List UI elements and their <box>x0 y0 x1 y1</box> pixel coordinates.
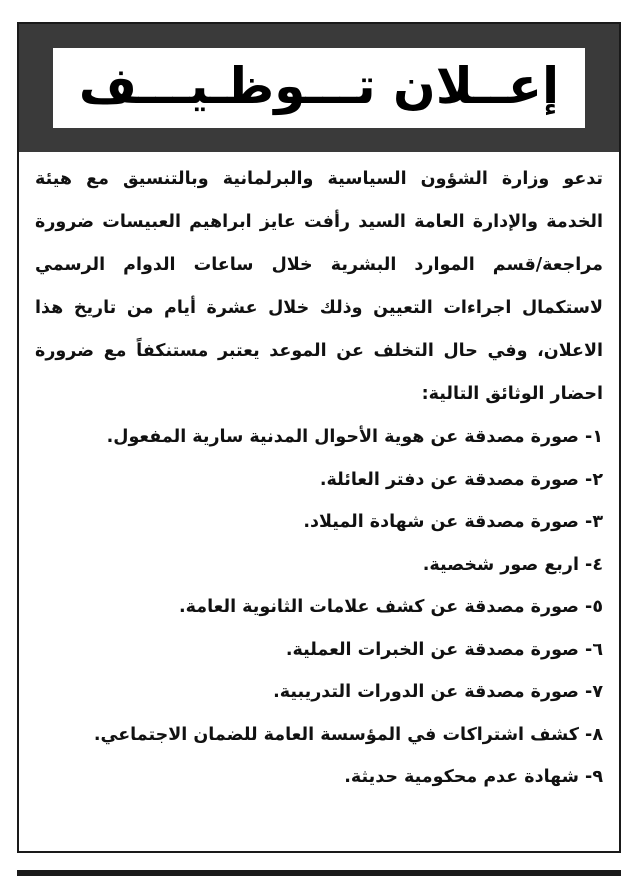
announcement-body <box>35 158 603 799</box>
document-item-1: ١- صورة مصدقة عن هوية الأحوال المدنية سارية المفعول. <box>106 427 603 447</box>
document-item-9: ٩- شهادة عدم محكومية حديثة. <box>344 767 603 787</box>
document-item-6: ٦- صورة مصدقة عن الخبرات العملية. <box>285 639 603 660</box>
announcement-title: إعــلان تـــوظـيـــف <box>53 48 585 128</box>
document-item-4: ٤- اربع صور شخصية. <box>422 554 603 575</box>
title-banner <box>19 24 619 152</box>
documents-list <box>35 416 603 799</box>
bottom-divider <box>17 870 621 876</box>
announcement-box <box>17 22 621 853</box>
document-item-5: ٥- صورة مصدقة عن كشف علامات الثانوية العامة. <box>178 597 603 617</box>
document-item-7: ٧- صورة مصدقة عن الدورات التدريبية. <box>273 682 603 702</box>
document-item-8: ٨- كشف اشتراكات في المؤسسة العامة للضمان الاجتماعي. <box>93 724 603 745</box>
announcement-paragraph: تدعو وزارة الشؤون السياسية والبرلمانية وبالتنسيق مع هيئة الخدمة والإدارة العامة السيد رأفت عايز ابراهيم العبيسات ضرورة مراجعة/قسم الموارد البشرية خلال ساعات الدوام الرسمي لاستكمال اجراءات التعيين وذلك خلال عشرة أيام من تاريخ هذا الاعلان، وفي حال التخلف عن الموعد يعتبر مستنكفاً مع ضرورة احضار الوثائق التالية: <box>35 169 603 404</box>
document-item-2: ٢- صورة مصدقة عن دفتر العائلة. <box>319 469 603 490</box>
document-item-3: ٣- صورة مصدقة عن شهادة الميلاد. <box>303 512 603 532</box>
